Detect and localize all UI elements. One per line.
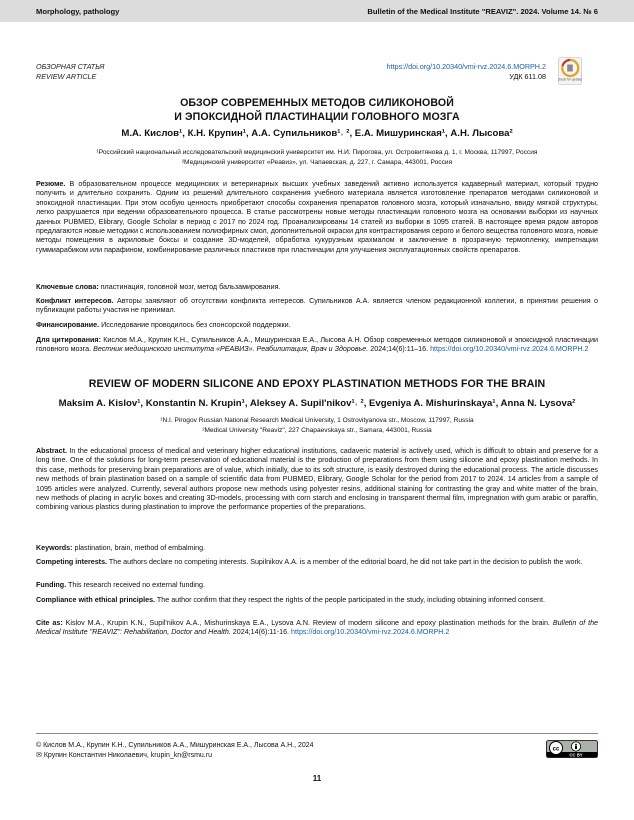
authors-en: Maksim A. Kislov¹, Konstantin N. Krupin¹, Aleksey A. Supil'nikov¹˒ ², Evgeniya A. Mishurinskaya¹, Anna N. Lysova² xyxy=(58,398,576,409)
competing-interests-en: Competing interests. The authors declare no competing interests. Supilnikov A.A. is a member of the editorial board, he did not take part in the decision to publish the work. xyxy=(36,558,583,566)
running-header xyxy=(0,0,634,22)
article-type-en: REVIEW ARTICLE xyxy=(36,72,97,81)
cc-by-license-icon xyxy=(546,740,598,758)
title-en: REVIEW OF MODERN SILICONE AND EPOXY PLASTINATION METHODS FOR THE BRAIN xyxy=(88,378,546,390)
affiliations-en xyxy=(36,416,598,435)
footer-divider xyxy=(36,733,598,734)
cc-license-badge[interactable] xyxy=(546,740,598,758)
title-ru: ОБЗОР СОВРЕМЕННЫХ МЕТОДОВ СИЛИКОНОВОЙ И ЭПОКСИДНОЙ ПЛАСТИНАЦИИ ГОЛОВНОГО МОЗГА xyxy=(174,97,460,123)
udc-code: УДК 611.08 xyxy=(509,72,546,81)
doi-link[interactable]: https://doi.org/10.20340/vmi-rvz.2024.6.MORPH.2 xyxy=(386,62,546,71)
citation-ru: Для цитирования: Кислов М.А., Крупин К.Н., Супильников А.А., Мишуринская Е.А., Лысова А.Н. Обзор современных методов силиконовой и эпоксидной пластинации головного мозга. Вестник медицинского института «РЕАВИЗ». Реабилитация, Врач и Здоровье. 2024;14(6):11–16. https://doi.org/10.20340/vmi-rvz.2024.6.MORPH.2 xyxy=(36,336,598,354)
section-name: Morphology, pathology xyxy=(36,7,120,16)
funding-en: Funding. This research received no external funding. xyxy=(36,581,205,589)
check-for-updates-badge[interactable] xyxy=(558,57,582,85)
svg-text:CC BY: CC BY xyxy=(569,752,583,758)
citation-doi-link-en[interactable]: https://doi.org/10.20340/vmi-rvz.2024.6.MORPH.2 xyxy=(291,628,450,637)
copyright-text: © Кислов М.А., Крупин К.Н., Супильников А.А., Мишуринская Е.А., Лысова А.Н., 2024 xyxy=(36,742,314,749)
article-type-ru: ОБЗОРНАЯ СТАТЬЯ xyxy=(36,62,105,71)
affiliations-ru xyxy=(36,148,598,167)
abstract-en: Abstract. In the educational process of medical and veterinary higher educational institutions, cadaveric material is actively used, which is difficult to obtain and preserve for a long time. One of the solutions for long-term preservation of educational material is the production of preparations from them using silicone and epoxy plastination methods. In this case, methods for preserving brain preparations are of value, which initially, due to its soft structure, is easily destroyed during the educational process. The article discusses new methods of brain plastination based on a sample of scientific data from PUBMED, Elibrary, Google Scholar for the period from 2017 to 2024. 14 articles from a sample of 1095 articles were analyzed. Currently, several authors propose new methods using polyester resins, additional staining for contrasting the gray and white matter of the brain, new methods of placing in acrylic boxes and creating 3D-models, processing with corn starch and enclosing in transparent thermal film, impregnation with gum arabic or paraffin, combining various plastics during plastination to improve the performance properties of the preparations. xyxy=(36,447,598,512)
ethics-en: Compliance with ethical principles. The author confirm that they respect the rights of the people participated in the study, including obtaining informed consent. xyxy=(36,596,545,604)
contact-name: Крупин Константин Николаевич, xyxy=(43,752,149,759)
envelope-icon: ✉ xyxy=(36,752,42,759)
svg-text:Check for updates: Check for updates xyxy=(558,77,582,82)
svg-text:cc: cc xyxy=(552,746,560,753)
citation-en: Cite as: Kislov M.A., Krupin K.N., Supil'nikov A.A., Mishurinskaya E.A., Lysova A.N. Review of modern silicone and epoxy plastination methods for the brain. Bulletin of the Medical Institute "REAVIZ": Rehabilitation, Doctor and Health. 2024;14(6):11-16. https://doi.org/10.20340/vmi-rvz.2024.6.MORPH.2 xyxy=(36,619,599,637)
affiliation-1-ru: ¹Российский национальный исследовательский медицинский университет им. Н.И. Пирогова, ул. Островитянова д. 1, г. Москва, 117997, Россия xyxy=(96,149,538,156)
article-identifiers xyxy=(387,62,546,82)
affiliation-2-ru: ²Медицинский университет «Реавиз», ул. Чапаевская, д. 227, г. Самара, 443001, Россия xyxy=(181,158,453,166)
contact-line xyxy=(36,751,314,761)
authors-ru: М.А. Кислов¹, К.Н. Крупин¹, А.А. Супильников¹˒ ², Е.А. Мишуринская¹, А.Н. Лысова² xyxy=(121,128,513,139)
copyright-block xyxy=(36,741,314,761)
journal-name: Bulletin of the Medical Institute "REAVIZ". 2024. Volume 14. № 6 xyxy=(367,7,598,16)
check-for-updates-icon xyxy=(558,57,582,85)
conflict-ru: Конфликт интересов. Авторы заявляют об отсутствии конфликта интересов. Супильников А.А. является членом редакционной коллегии, в принятии решения о публикации работы участия не принимал. xyxy=(36,297,599,315)
citation-doi-link-ru[interactable]: https://doi.org/10.20340/vmi-rvz.2024.6.MORPH.2 xyxy=(430,345,589,354)
contact-email[interactable]: krupin_kn@rsmu.ru xyxy=(150,752,212,759)
keywords-ru: Ключевые слова: пластинация, головной мозг, метод бальзамирования. xyxy=(36,283,281,291)
affiliation-2-en: ²Medical University "Reaviz", 227 Chapaevskaya str., Samara, 443001, Russia xyxy=(202,426,432,434)
keywords-en: Keywords: plastination, brain, method of embalming. xyxy=(36,544,206,552)
article-type xyxy=(36,62,104,82)
funding-ru: Финансирование. Исследование проводилось без спонсорской поддержки. xyxy=(36,321,291,329)
page-number: 11 xyxy=(312,774,322,783)
affiliation-1-en: ¹N.I. Pirogov Russian National Research Medical University, 1 Ostrovityanova str., Moscow, 117997, Russia xyxy=(160,417,474,424)
abstract-ru: Резюме. В образовательном процессе медицинских и ветеринарных высших учебных заведений активно используется кадаверный материал, который трудно получить и длительно сохранить. Одним из решений длительного сохранения учебного материала является изготовление препаратов методами силиконовой и эпоксидной пластинации. При этом особую ценность приобретают способы сохранения препаратов головного мозга, который изначально, ввиду мягкой структуры, легко разрушается при ведении образовательного процесса. В статье рассмотрены новые методы пластинации головного мозга на основании выборки из научных данных PUBMED, Elibrary, Google Scholar в период с 2017 по 2024 год. Проанализированы 14 статей из выборки в 1095 статей. В настоящее время рядом авторов предлагаются новые методики с использованием полиэфирных смол, дополнительной окраски для контрастирования серого и белого вещества головного мозга, новые методы помещения в акриловые боксы и создание 3D-моделей, обработка кукурузным крахмалом и заключение в прозрачную термопленку, импрегнации гуммиарабиком или парафином, комбинирование различных пластиков при пластинации для улучшения эксплуатационных свойств препаратов. xyxy=(36,180,598,254)
